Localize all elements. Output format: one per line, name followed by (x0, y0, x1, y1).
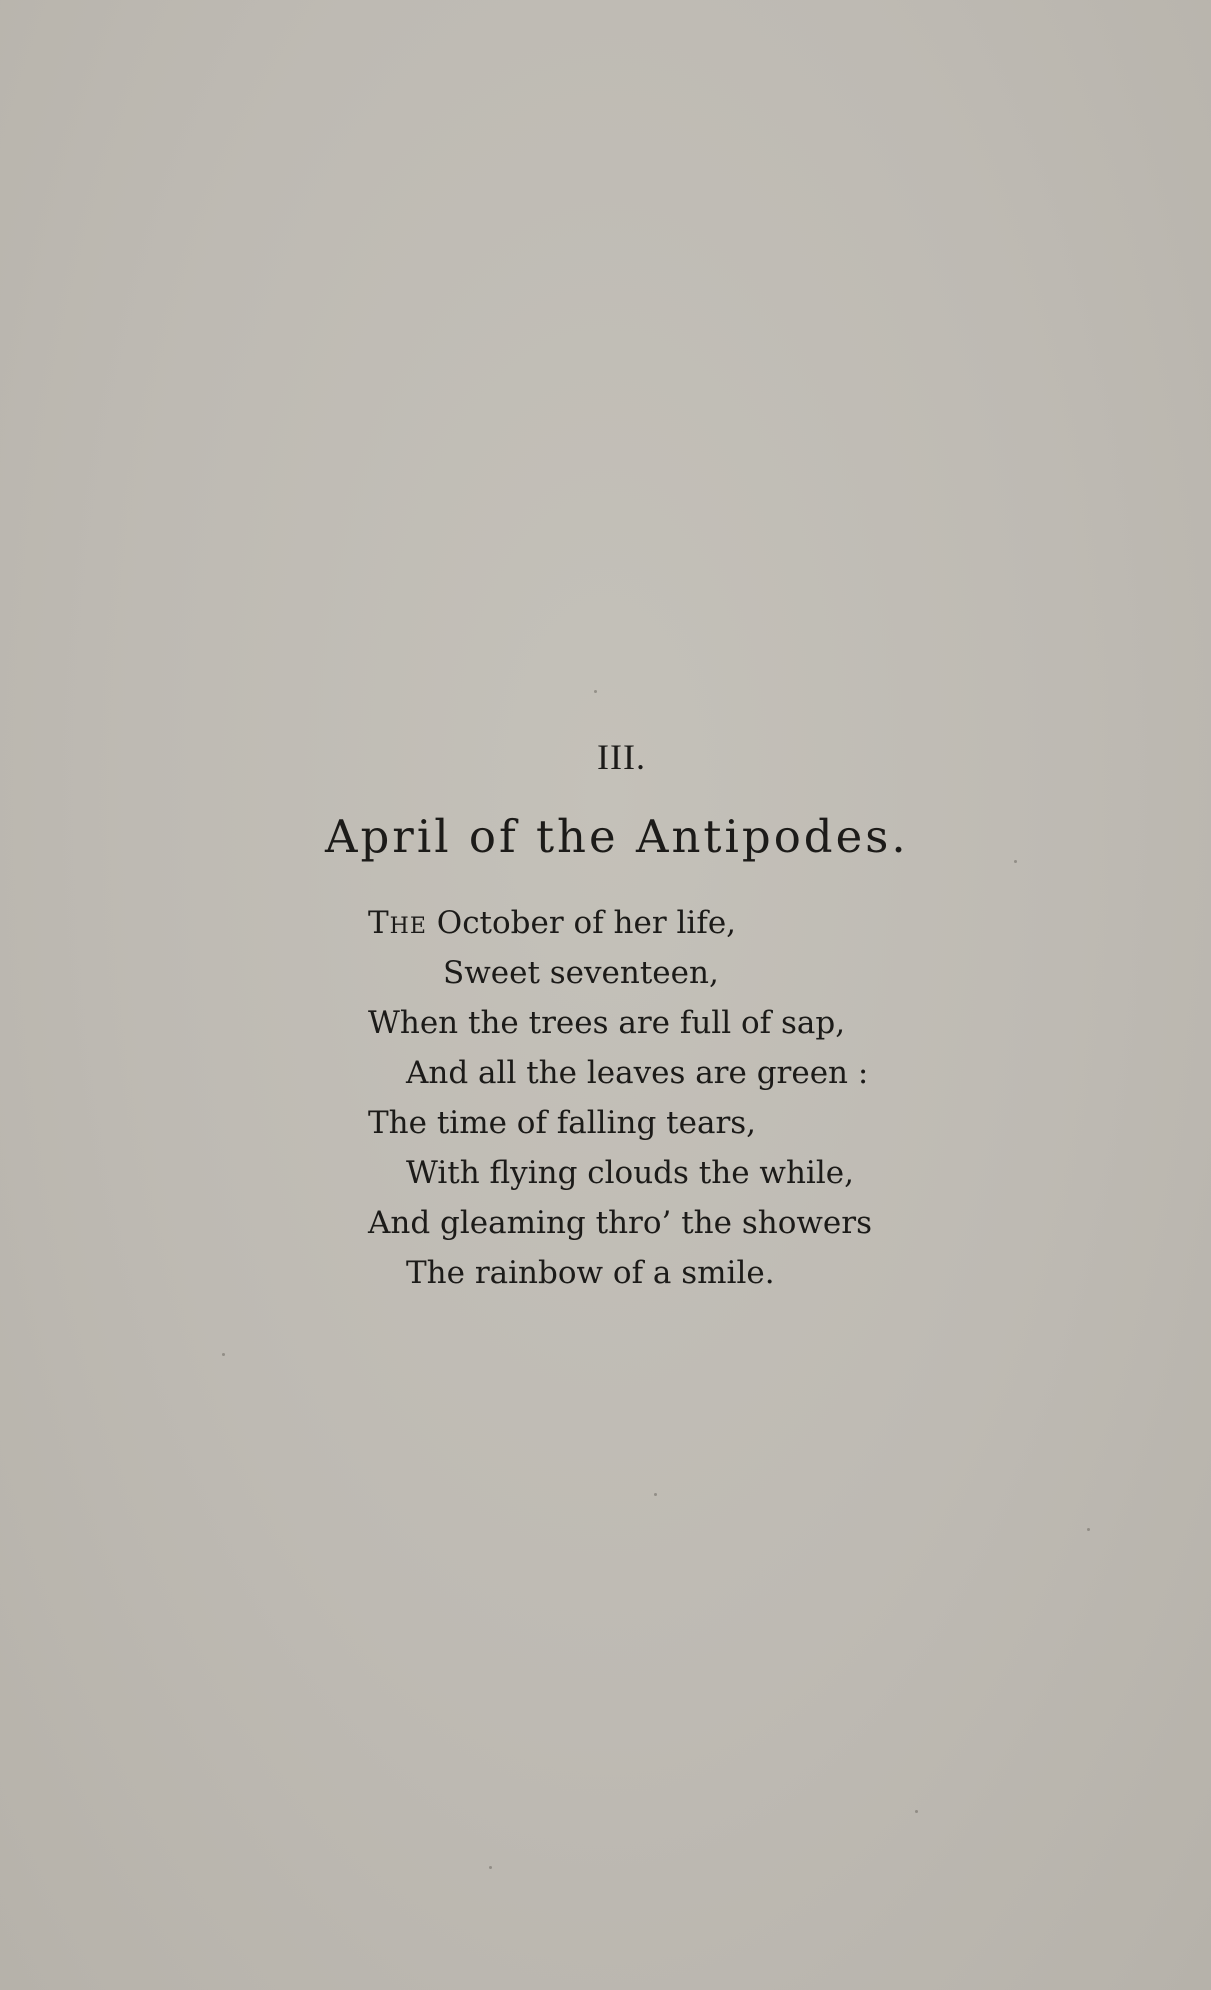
paper-speck (1087, 1528, 1090, 1531)
poem-line-1-text: October of her life, (426, 905, 737, 941)
paper-speck (222, 1353, 225, 1356)
poem-line-6: With flying clouds the while, (406, 1155, 854, 1191)
poem-line-4: And all the leaves are green : (406, 1055, 869, 1091)
poem-line-2: Sweet seventeen, (443, 955, 719, 991)
poem-line-5: The time of falling tears, (368, 1105, 757, 1141)
poem-line-8: The rainbow of a smile. (406, 1255, 775, 1291)
poem-stanza (368, 898, 872, 1298)
paper-speck (654, 1493, 657, 1496)
paper-speck (594, 690, 597, 693)
poem-line-3: When the trees are full of sap, (368, 1005, 846, 1041)
section-number: III. (597, 737, 646, 777)
poem-line-7: And gleaming thro’ the showers (368, 1205, 872, 1241)
poem-title: April of the Antipodes. (325, 810, 909, 863)
poem-line-1 (368, 898, 872, 948)
poem-first-word: The (368, 905, 427, 941)
paper-speck (489, 1866, 492, 1869)
paper-speck (915, 1810, 918, 1813)
paper-speck (1014, 860, 1017, 863)
